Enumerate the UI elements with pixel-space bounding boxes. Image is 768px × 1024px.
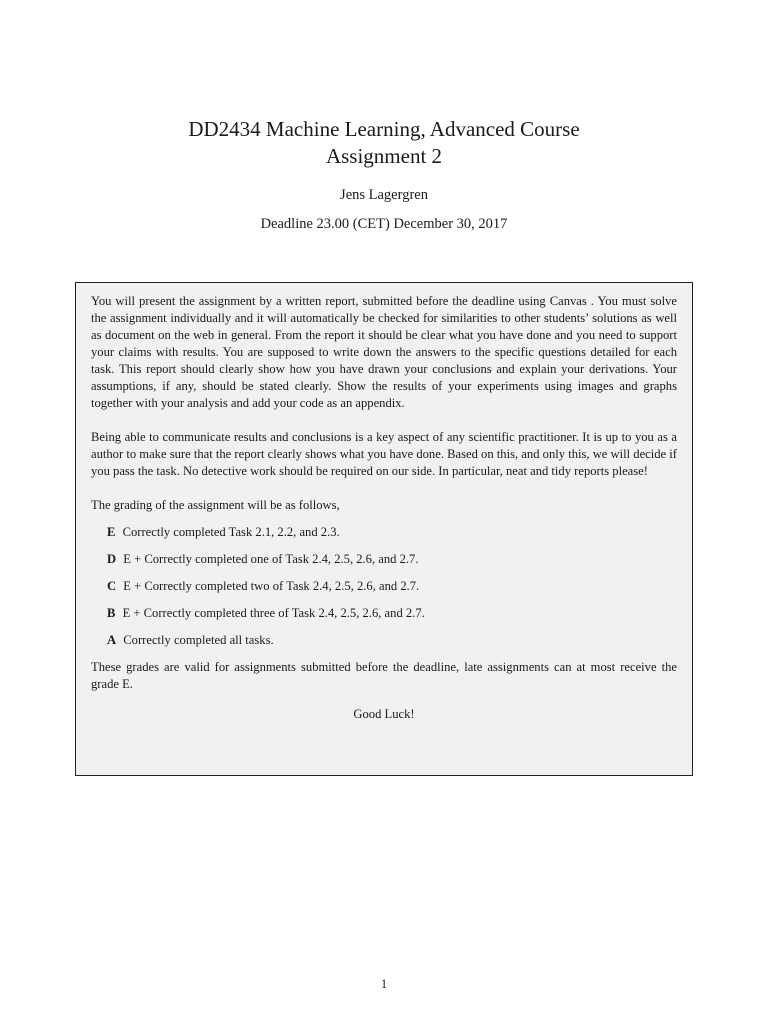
instructions-box <box>75 282 693 776</box>
grade-item-e <box>107 524 677 541</box>
grades-note: These grades are valid for assignments submitted before the deadline, late assignments can at most receive the grade E. <box>91 660 677 691</box>
instructions-paragraph-report: You will present the assignment by a written report, submitted before the deadline using Canvas . You must solve the assignment individually and it will automatically be checked for similarities to other students’ solutions as well as document on the web in general. From the report it should be clear what you have done and you need to support your claims with results. You are supposed to write down the answers to the specific questions detailed for each task. This report should clearly show how you have drawn your conclusions and explain your derivations. Your assumptions, if any, should be stated clearly. Show the results of your experiments using images and graphs together with your analysis and add your code as an appendix. <box>91 294 677 410</box>
grade-description: E + Correctly completed three of Task 2.4, 2.5, 2.6, and 2.7. <box>122 606 425 620</box>
closing-text: Good Luck! <box>353 707 415 721</box>
grade-description: Correctly completed all tasks. <box>123 633 274 647</box>
deadline-text: Deadline 23.00 (CET) December 30, 2017 <box>260 216 508 232</box>
grade-letter: D <box>107 552 117 566</box>
grade-letter: A <box>107 633 117 647</box>
assignment-title: Assignment 2 <box>325 144 443 168</box>
document-title <box>0 116 768 170</box>
grading-intro: The grading of the assignment will be as follows, <box>91 498 340 512</box>
author-name: Jens Lagergren <box>340 187 428 203</box>
grade-item-b <box>107 605 677 622</box>
grade-item-a <box>107 632 677 649</box>
grade-letter: C <box>107 579 117 593</box>
grade-description: E + Correctly completed one of Task 2.4, 2.5, 2.6, and 2.7. <box>123 552 419 566</box>
grade-list <box>91 524 677 649</box>
grade-description: E + Correctly completed two of Task 2.4, 2.5, 2.6, and 2.7. <box>123 579 420 593</box>
grade-item-d <box>107 551 677 568</box>
grade-letter: E <box>107 525 116 539</box>
page-number: 1 <box>380 977 388 991</box>
grade-description: Correctly completed Task 2.1, 2.2, and 2.3. <box>122 525 340 539</box>
instructions-paragraph-communication: Being able to communicate results and conclusions is a key aspect of any scientific practitioner. It is up to you as a author to make sure that the report clearly shows what you have done. Based on this, and only this, we will decide if you pass the task. No detective work should be required on our side. In particular, neat and tidy reports please! <box>91 430 677 478</box>
course-title: DD2434 Machine Learning, Advanced Course <box>188 117 580 141</box>
grade-item-c <box>107 578 677 595</box>
grade-letter: B <box>107 606 116 620</box>
